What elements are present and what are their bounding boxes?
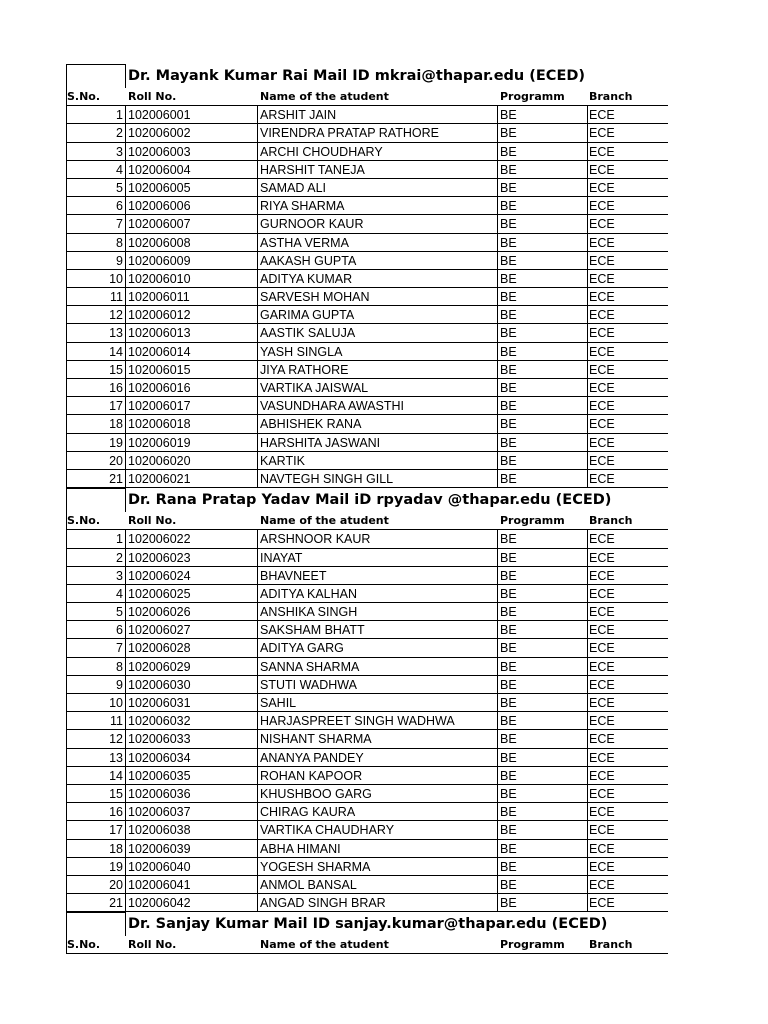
branch-cell: ECE <box>589 199 615 214</box>
serial-number-cell: 21 <box>66 470 126 488</box>
roll-number-cell: 102006014 <box>128 343 258 361</box>
header-prog: Programm <box>500 90 565 103</box>
roll-number-cell: 102006032 <box>128 712 258 730</box>
student-name-cell: ANANYA PANDEY <box>260 749 498 767</box>
student-name-cell: ANMOL BANSAL <box>260 876 498 894</box>
serial-number-cell: 9 <box>66 676 126 694</box>
branch-cell: ECE <box>589 326 615 341</box>
programme-cell: BE <box>500 324 588 342</box>
branch-cell: ECE <box>589 877 615 892</box>
branch-cell: ECE <box>589 750 615 765</box>
programme-cell: BE <box>500 306 588 324</box>
roll-number-cell: 102006017 <box>128 397 258 415</box>
table-row <box>0 324 768 342</box>
roll-number-cell: 102006030 <box>128 676 258 694</box>
roll-number-cell: 102006002 <box>128 124 258 142</box>
table-row <box>0 549 768 567</box>
serial-number-cell: 19 <box>66 434 126 452</box>
branch-cell: ECE <box>589 805 615 820</box>
roll-number-cell: 102006010 <box>128 270 258 288</box>
table-row <box>0 306 768 324</box>
table-row <box>0 858 768 876</box>
serial-number-cell: 5 <box>66 603 126 621</box>
roll-number-cell: 102006042 <box>128 894 258 912</box>
table-row <box>0 288 768 306</box>
roll-number-cell: 102006013 <box>128 324 258 342</box>
branch-cell: ECE <box>589 235 615 250</box>
student-name-cell: SAHIL <box>260 694 498 712</box>
branch-cell: ECE <box>589 344 615 359</box>
student-name-cell: AAKASH GUPTA <box>260 252 498 270</box>
programme-cell: BE <box>500 143 588 161</box>
roll-number-cell: 102006034 <box>128 749 258 767</box>
table-row <box>0 712 768 730</box>
student-name-cell: ABHA HIMANI <box>260 840 498 858</box>
programme-cell: BE <box>500 639 588 657</box>
student-name-cell: ARSHNOOR KAUR <box>260 530 498 548</box>
header-name: Name of the atudent <box>260 90 389 103</box>
faculty-section <box>0 64 768 488</box>
programme-cell: BE <box>500 288 588 306</box>
table-row <box>0 767 768 785</box>
roll-number-cell: 102006012 <box>128 306 258 324</box>
table-row <box>0 530 768 548</box>
roll-number-cell: 102006020 <box>128 452 258 470</box>
programme-cell: BE <box>500 434 588 452</box>
serial-number-cell: 2 <box>66 549 126 567</box>
branch-cell: ECE <box>589 568 615 583</box>
table-row <box>0 379 768 397</box>
branch-cell: ECE <box>589 896 615 911</box>
branch-cell: ECE <box>589 786 615 801</box>
branch-cell: ECE <box>589 108 615 123</box>
branch-cell: ECE <box>589 180 615 195</box>
programme-cell: BE <box>500 452 588 470</box>
faculty-title: Dr. Mayank Kumar Rai Mail ID mkrai@thapar.edu (ECED) <box>128 68 586 84</box>
faculty-section <box>0 912 768 954</box>
roll-number-cell: 102006015 <box>128 361 258 379</box>
student-name-cell: JIYA RATHORE <box>260 361 498 379</box>
roll-number-cell: 102006027 <box>128 621 258 639</box>
section-title-row <box>0 912 768 936</box>
branch-cell: ECE <box>589 823 615 838</box>
table-row <box>0 343 768 361</box>
roll-number-cell: 102006033 <box>128 730 258 748</box>
serial-number-cell: 11 <box>66 712 126 730</box>
table-row <box>0 621 768 639</box>
branch-cell: ECE <box>589 144 615 159</box>
programme-cell: BE <box>500 234 588 252</box>
roll-number-cell: 102006004 <box>128 161 258 179</box>
table-row <box>0 676 768 694</box>
branch-cell: ECE <box>589 308 615 323</box>
programme-cell: BE <box>500 252 588 270</box>
header-name: Name of the atudent <box>260 514 389 528</box>
serial-number-cell: 1 <box>66 530 126 548</box>
table-row <box>0 894 768 912</box>
student-name-cell: ARSHIT JAIN <box>260 106 498 124</box>
table-row <box>0 397 768 415</box>
serial-number-cell: 2 <box>66 124 126 142</box>
table-row <box>0 658 768 676</box>
roll-number-cell: 102006019 <box>128 434 258 452</box>
roll-number-cell: 102006007 <box>128 215 258 233</box>
roll-number-cell: 102006041 <box>128 876 258 894</box>
roll-number-cell: 102006037 <box>128 803 258 821</box>
header-sno: S.No. <box>67 938 101 952</box>
student-name-cell: ANGAD SINGH BRAR <box>260 894 498 912</box>
serial-number-cell: 7 <box>66 639 126 657</box>
serial-number-cell: 20 <box>66 452 126 470</box>
student-name-cell: RIYA SHARMA <box>260 197 498 215</box>
branch-cell: ECE <box>589 696 615 710</box>
serial-number-cell: 17 <box>66 397 126 415</box>
roll-number-cell: 102006009 <box>128 252 258 270</box>
branch-cell: ECE <box>589 417 615 432</box>
table-row <box>0 179 768 197</box>
serial-number-cell: 1 <box>66 106 126 124</box>
header-roll: Roll No. <box>128 90 177 103</box>
title-cell-box <box>66 64 126 88</box>
programme-cell: BE <box>500 803 588 821</box>
serial-number-cell: 17 <box>66 821 126 839</box>
serial-number-cell: 21 <box>66 894 126 912</box>
table-row <box>0 470 768 488</box>
branch-cell: ECE <box>589 381 615 395</box>
header-branch: Branch <box>589 90 633 103</box>
branch-cell: ECE <box>589 714 615 729</box>
table-row <box>0 730 768 748</box>
roll-number-cell: 102006018 <box>128 415 258 433</box>
roll-number-cell: 102006035 <box>128 767 258 785</box>
table-row <box>0 639 768 657</box>
programme-cell: BE <box>500 821 588 839</box>
roll-number-cell: 102006008 <box>128 234 258 252</box>
roll-number-cell: 102006016 <box>128 379 258 397</box>
table-row <box>0 106 768 124</box>
student-name-cell: ROHAN KAPOOR <box>260 767 498 785</box>
student-name-cell: ANSHIKA SINGH <box>260 603 498 621</box>
serial-number-cell: 14 <box>66 343 126 361</box>
serial-number-cell: 11 <box>66 288 126 306</box>
table-row <box>0 161 768 179</box>
table-row <box>0 361 768 379</box>
header-branch: Branch <box>589 938 633 952</box>
branch-cell: ECE <box>589 217 615 232</box>
student-name-cell: AASTIK SALUJA <box>260 324 498 342</box>
serial-number-cell: 16 <box>66 379 126 397</box>
student-name-cell: YASH SINGLA <box>260 343 498 361</box>
serial-number-cell: 9 <box>66 252 126 270</box>
table-row <box>0 749 768 767</box>
faculty-title: Dr. Rana Pratap Yadav Mail iD rpyadav @thapar.edu (ECED) <box>128 492 612 509</box>
programme-cell: BE <box>500 749 588 767</box>
programme-cell: BE <box>500 179 588 197</box>
table-row <box>0 876 768 894</box>
roll-number-cell: 102006040 <box>128 858 258 876</box>
branch-cell: ECE <box>589 586 615 601</box>
programme-cell: BE <box>500 361 588 379</box>
student-name-cell: VASUNDHARA AWASTHI <box>260 397 498 415</box>
header-sno: S.No. <box>67 90 101 103</box>
branch-cell: ECE <box>589 271 615 286</box>
serial-number-cell: 13 <box>66 324 126 342</box>
serial-number-cell: 3 <box>66 567 126 585</box>
programme-cell: BE <box>500 694 588 712</box>
student-name-cell: HARSHITA JASWANI <box>260 434 498 452</box>
spreadsheet <box>0 64 768 954</box>
table-row <box>0 252 768 270</box>
header-sno: S.No. <box>67 514 101 528</box>
programme-cell: BE <box>500 767 588 785</box>
table-row <box>0 234 768 252</box>
branch-cell: ECE <box>589 623 615 638</box>
student-name-cell: ADITYA KUMAR <box>260 270 498 288</box>
table-row <box>0 821 768 839</box>
column-header-row <box>0 88 768 106</box>
programme-cell: BE <box>500 549 588 567</box>
programme-cell: BE <box>500 621 588 639</box>
column-header-row <box>0 512 768 530</box>
serial-number-cell: 15 <box>66 361 126 379</box>
programme-cell: BE <box>500 712 588 730</box>
roll-number-cell: 102006022 <box>128 530 258 548</box>
branch-cell: ECE <box>589 859 615 874</box>
programme-cell: BE <box>500 876 588 894</box>
programme-cell: BE <box>500 676 588 694</box>
student-name-cell: GURNOOR KAUR <box>260 215 498 233</box>
roll-number-cell: 102006031 <box>128 694 258 712</box>
programme-cell: BE <box>500 197 588 215</box>
student-name-cell: KHUSHBOO GARG <box>260 785 498 803</box>
student-name-cell: ASTHA VERMA <box>260 234 498 252</box>
programme-cell: BE <box>500 215 588 233</box>
programme-cell: BE <box>500 106 588 124</box>
programme-cell: BE <box>500 585 588 603</box>
branch-cell: ECE <box>589 435 615 450</box>
branch-cell: ECE <box>589 768 615 783</box>
branch-cell: ECE <box>589 253 615 268</box>
branch-cell: ECE <box>589 605 615 620</box>
student-name-cell: YOGESH SHARMA <box>260 858 498 876</box>
table-row <box>0 567 768 585</box>
serial-number-cell: 6 <box>66 621 126 639</box>
programme-cell: BE <box>500 161 588 179</box>
roll-number-cell: 102006003 <box>128 143 258 161</box>
serial-number-cell: 12 <box>66 730 126 748</box>
roll-number-cell: 102006026 <box>128 603 258 621</box>
table-row <box>0 694 768 712</box>
header-roll: Roll No. <box>128 938 177 952</box>
branch-cell: ECE <box>589 841 615 856</box>
table-row <box>0 452 768 470</box>
roll-number-cell: 102006021 <box>128 470 258 488</box>
student-name-cell: CHIRAG KAURA <box>260 803 498 821</box>
table-row <box>0 785 768 803</box>
column-header-row <box>0 936 768 954</box>
serial-number-cell: 10 <box>66 270 126 288</box>
serial-number-cell: 19 <box>66 858 126 876</box>
faculty-title: Dr. Sanjay Kumar Mail ID sanjay.kumar@thapar.edu (ECED) <box>128 916 608 933</box>
header-name: Name of the atudent <box>260 938 389 952</box>
title-cell-box <box>66 912 126 936</box>
serial-number-cell: 18 <box>66 840 126 858</box>
student-name-cell: SANNA SHARMA <box>260 658 498 676</box>
programme-cell: BE <box>500 858 588 876</box>
programme-cell: BE <box>500 894 588 912</box>
branch-cell: ECE <box>589 677 615 692</box>
serial-number-cell: 14 <box>66 767 126 785</box>
branch-cell: ECE <box>589 471 615 486</box>
student-name-cell: NAVTEGH SINGH GILL <box>260 470 498 488</box>
student-name-cell: VIRENDRA PRATAP RATHORE <box>260 124 498 142</box>
serial-number-cell: 4 <box>66 161 126 179</box>
student-name-cell: STUTI WADHWA <box>260 676 498 694</box>
student-name-cell: VARTIKA JAISWAL <box>260 379 498 397</box>
programme-cell: BE <box>500 270 588 288</box>
table-row <box>0 585 768 603</box>
faculty-section <box>0 488 768 912</box>
serial-number-cell: 5 <box>66 179 126 197</box>
student-name-cell: ADITYA GARG <box>260 639 498 657</box>
table-row <box>0 415 768 433</box>
programme-cell: BE <box>500 567 588 585</box>
student-name-cell: SAKSHAM BHATT <box>260 621 498 639</box>
student-name-cell: HARSHIT TANEJA <box>260 161 498 179</box>
programme-cell: BE <box>500 658 588 676</box>
serial-number-cell: 3 <box>66 143 126 161</box>
programme-cell: BE <box>500 470 588 488</box>
student-name-cell: KARTIK <box>260 452 498 470</box>
serial-number-cell: 13 <box>66 749 126 767</box>
student-name-cell: INAYAT <box>260 549 498 567</box>
student-name-cell: ADITYA KALHAN <box>260 585 498 603</box>
branch-cell: ECE <box>589 290 615 305</box>
serial-number-cell: 20 <box>66 876 126 894</box>
branch-cell: ECE <box>589 550 615 565</box>
table-row <box>0 124 768 142</box>
section-title-row <box>0 64 768 88</box>
serial-number-cell: 12 <box>66 306 126 324</box>
programme-cell: BE <box>500 379 588 397</box>
student-name-cell: NISHANT SHARMA <box>260 730 498 748</box>
roll-number-cell: 102006029 <box>128 658 258 676</box>
roll-number-cell: 102006038 <box>128 821 258 839</box>
serial-number-cell: 8 <box>66 658 126 676</box>
programme-cell: BE <box>500 124 588 142</box>
header-roll: Roll No. <box>128 514 177 528</box>
table-row <box>0 803 768 821</box>
serial-number-cell: 10 <box>66 694 126 712</box>
serial-number-cell: 4 <box>66 585 126 603</box>
table-row <box>0 603 768 621</box>
roll-number-cell: 102006039 <box>128 840 258 858</box>
student-name-cell: ABHISHEK RANA <box>260 415 498 433</box>
serial-number-cell: 16 <box>66 803 126 821</box>
serial-number-cell: 6 <box>66 197 126 215</box>
programme-cell: BE <box>500 840 588 858</box>
serial-number-cell: 7 <box>66 215 126 233</box>
student-name-cell: ARCHI CHOUDHARY <box>260 143 498 161</box>
programme-cell: BE <box>500 397 588 415</box>
programme-cell: BE <box>500 603 588 621</box>
table-row <box>0 840 768 858</box>
table-row <box>0 270 768 288</box>
programme-cell: BE <box>500 343 588 361</box>
branch-cell: ECE <box>589 362 615 377</box>
programme-cell: BE <box>500 530 588 548</box>
table-row <box>0 143 768 161</box>
table-row <box>0 434 768 452</box>
programme-cell: BE <box>500 730 588 748</box>
student-name-cell: SAMAD ALI <box>260 179 498 197</box>
table-row <box>0 215 768 233</box>
programme-cell: BE <box>500 415 588 433</box>
student-name-cell: SARVESH MOHAN <box>260 288 498 306</box>
title-cell-box <box>66 488 126 512</box>
header-prog: Programm <box>500 938 565 952</box>
student-name-cell: VARTIKA CHAUDHARY <box>260 821 498 839</box>
roll-number-cell: 102006006 <box>128 197 258 215</box>
section-title-row <box>0 488 768 512</box>
roll-number-cell: 102006024 <box>128 567 258 585</box>
student-name-cell: HARJASPREET SINGH WADHWA <box>260 712 498 730</box>
header-prog: Programm <box>500 514 565 528</box>
roll-number-cell: 102006028 <box>128 639 258 657</box>
serial-number-cell: 8 <box>66 234 126 252</box>
table-row <box>0 197 768 215</box>
header-branch: Branch <box>589 514 633 528</box>
branch-cell: ECE <box>589 162 615 177</box>
branch-cell: ECE <box>589 532 615 547</box>
programme-cell: BE <box>500 785 588 803</box>
roll-number-cell: 102006036 <box>128 785 258 803</box>
branch-cell: ECE <box>589 399 615 414</box>
roll-number-cell: 102006001 <box>128 106 258 124</box>
serial-number-cell: 15 <box>66 785 126 803</box>
branch-cell: ECE <box>589 126 615 141</box>
roll-number-cell: 102006005 <box>128 179 258 197</box>
branch-cell: ECE <box>589 641 615 656</box>
branch-cell: ECE <box>589 659 615 674</box>
serial-number-cell: 18 <box>66 415 126 433</box>
roll-number-cell: 102006025 <box>128 585 258 603</box>
branch-cell: ECE <box>589 453 615 468</box>
branch-cell: ECE <box>589 732 615 747</box>
student-name-cell: GARIMA GUPTA <box>260 306 498 324</box>
roll-number-cell: 102006023 <box>128 549 258 567</box>
student-name-cell: BHAVNEET <box>260 567 498 585</box>
roll-number-cell: 102006011 <box>128 288 258 306</box>
